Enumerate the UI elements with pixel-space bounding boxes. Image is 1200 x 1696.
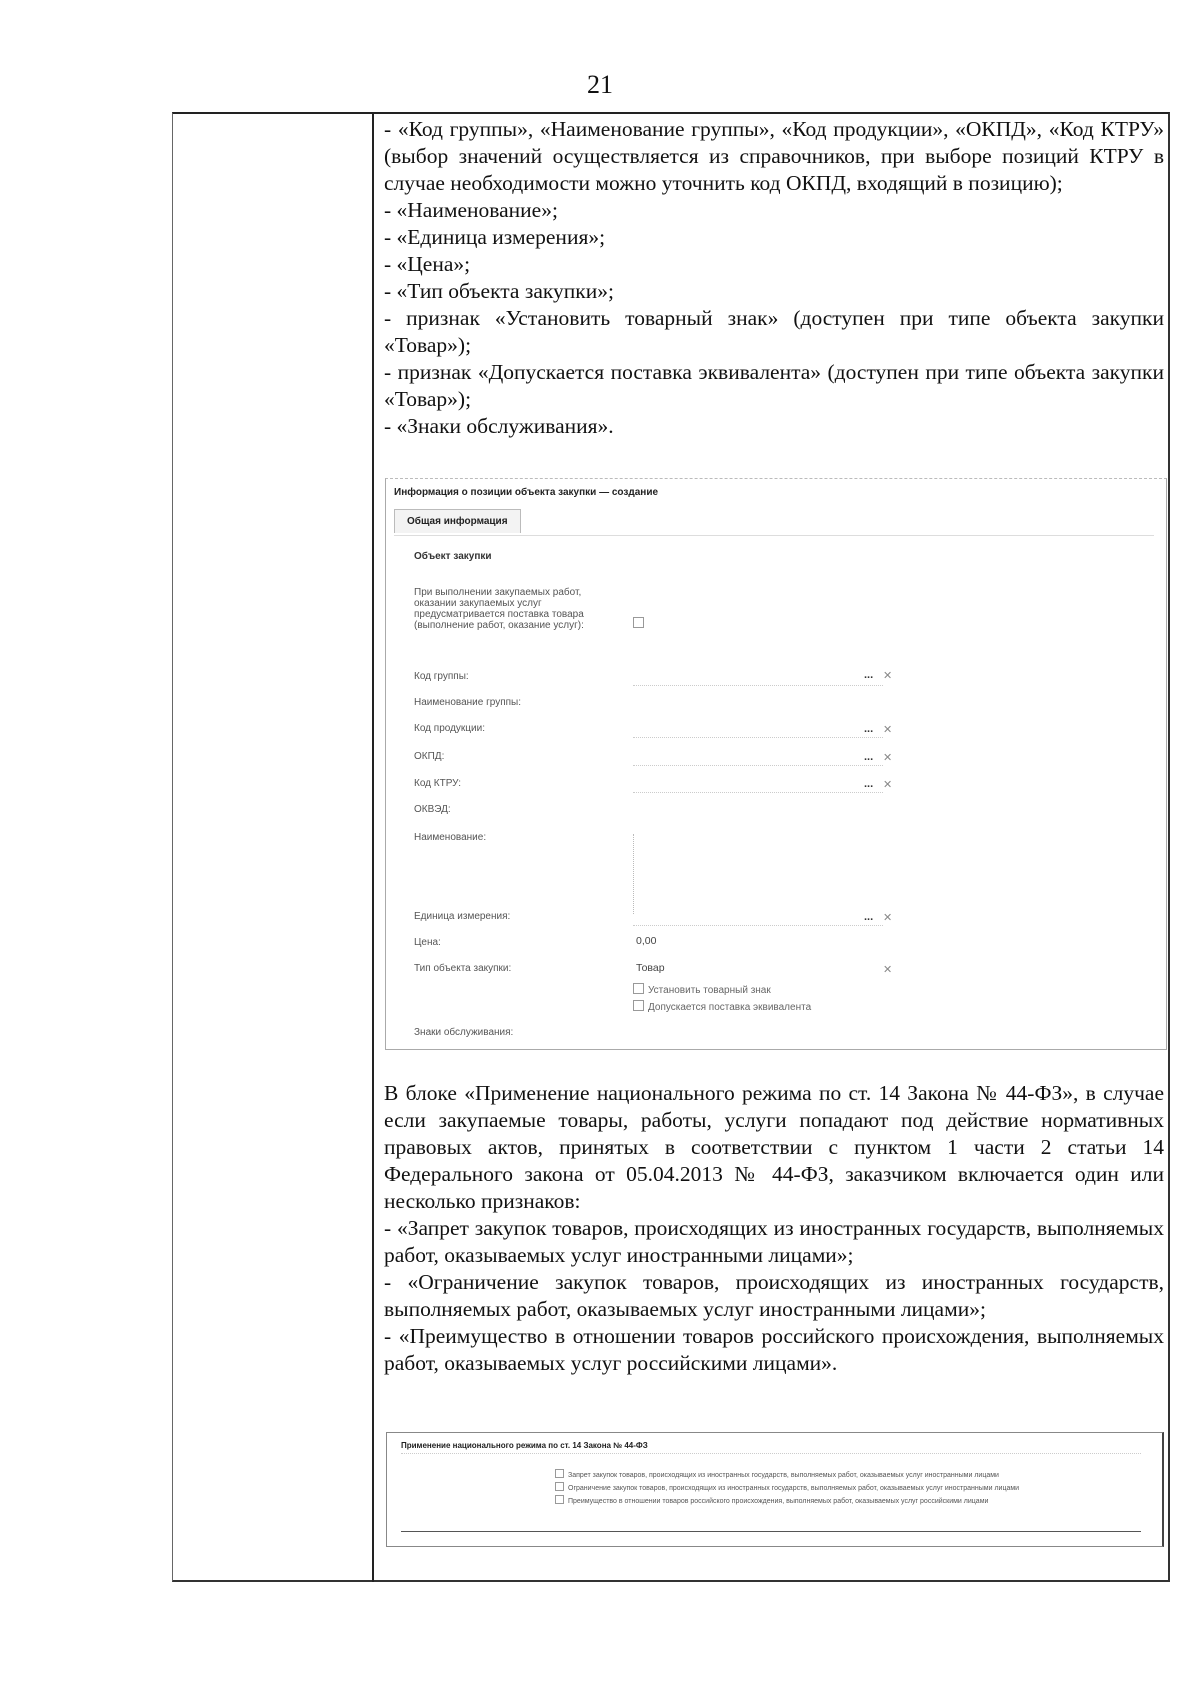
checkbox-box[interactable] (555, 1482, 564, 1491)
option-advantage[interactable] (555, 1495, 988, 1505)
question-label: При выполнении закупаемых работ, оказании закупаемых услуг предусматривается поставка товара (выполнение работ, оказание услуг): (414, 587, 584, 631)
page-number: 21 (587, 70, 613, 99)
object-type-label: Тип объекта закупки: (414, 963, 512, 974)
column-divider (372, 112, 374, 1582)
paragraph-service-marks: - «Знаки обслуживания». (384, 414, 614, 438)
tab-general-info[interactable]: Общая информация (394, 509, 521, 533)
option-ban-label: Запрет закупок товаров, происходящих из иностранных государств, выполняемых работ, оказываемых услуг иностранными лицами (568, 1472, 999, 1479)
ktru-code-label: Код КТРУ: (414, 778, 462, 789)
object-type-clear-icon[interactable]: ✕ (883, 964, 893, 976)
service-marks-label: Знаки обслуживания: (414, 1027, 514, 1038)
name-label: Наименование: (414, 832, 487, 843)
okpd-picker[interactable]: ... (864, 751, 874, 763)
checkbox-box[interactable] (633, 1000, 644, 1011)
trademark-checkbox[interactable] (633, 983, 771, 996)
object-type-select[interactable]: Товар (636, 962, 665, 974)
list-item-unit: - «Единица измерения»; (384, 225, 606, 249)
product-code-label: Код продукции: (414, 723, 485, 734)
option-ban[interactable] (555, 1469, 999, 1479)
okved-label: ОКВЭД: (414, 804, 451, 815)
ktru-code-input[interactable] (633, 774, 883, 793)
group-code-label: Код группы: (414, 671, 469, 682)
screenshot-position-form (385, 478, 1167, 1050)
list-item-restriction: - «Ограничение закупок товаров, происходящих из иностранных государств, выполняемых работ, оказываемых услуг иностранными лицами»; (384, 1270, 1164, 1321)
product-code-input[interactable] (633, 719, 883, 738)
group-code-picker[interactable]: ... (864, 669, 874, 681)
paragraph-national-regime: В блоке «Применение национального режима по ст. 14 Закона № 44-ФЗ», в случае если закупаемые товары, работы, услуги попадают под действие нормативных правовых актов, принятых в соответствии с пунктом 1 части 2 статьи 14 Федерального закона от 05.04.2013 № 44-ФЗ, заказчиком включается один или несколько признаков: (384, 1081, 1164, 1213)
unit-clear-icon[interactable]: ✕ (883, 912, 893, 924)
list-item-object-type: - «Тип объекта закупки»; (384, 279, 614, 303)
group-code-input[interactable] (633, 667, 883, 686)
product-code-clear-icon[interactable]: ✕ (883, 724, 893, 736)
checkbox-box[interactable] (555, 1469, 564, 1478)
price-label: Цена: (414, 937, 441, 948)
ktru-code-picker[interactable]: ... (864, 778, 874, 790)
ktru-code-clear-icon[interactable]: ✕ (883, 779, 893, 791)
unit-picker[interactable]: ... (864, 911, 874, 923)
section-title: Объект закупки (414, 551, 492, 562)
option-restriction-label: Ограничение закупок товаров, происходящих из иностранных государств, выполняемых работ, оказываемых услуг иностранными лицами (568, 1485, 1020, 1492)
question-checkbox[interactable] (633, 617, 648, 630)
unit-input[interactable] (633, 907, 883, 926)
list-item-advantage: - «Преимущество в отношении товаров российского происхождения, выполняемых работ, оказываемых услуг российскими лицами». (384, 1324, 1164, 1375)
list-item-ban: - «Запрет закупок товаров, происходящих из иностранных государств, выполняемых работ, оказываемых услуг иностранными лицами»; (384, 1216, 1164, 1267)
national-regime-text (384, 1080, 1164, 1377)
divider (401, 1453, 1141, 1454)
group-name-label: Наименование группы: (414, 697, 521, 708)
product-code-picker[interactable]: ... (864, 723, 874, 735)
tab-bar (394, 509, 1154, 536)
okpd-clear-icon[interactable]: ✕ (883, 752, 893, 764)
name-textarea[interactable] (633, 834, 1024, 914)
okpd-label: ОКПД: (414, 751, 445, 762)
national-regime-title[interactable]: Применение национального режима по ст. 14 Закона № 44-ФЗ (401, 1441, 648, 1450)
okpd-input[interactable] (633, 747, 883, 766)
screenshot-national-regime (386, 1432, 1164, 1547)
equivalent-checkbox-label: Допускается поставка эквивалента (648, 1002, 812, 1013)
list-item-price: - «Цена»; (384, 252, 471, 276)
checkbox-box[interactable] (555, 1495, 564, 1504)
option-advantage-label: Преимущество в отношении товаров российского происхождения, выполняемых работ, оказываемых услуг российскими лицами (568, 1498, 989, 1505)
unit-label: Единица измерения: (414, 911, 511, 922)
paragraph-equivalent: - признак «Допускается поставка эквивалента» (доступен при типе объекта закупки «Товар»); (384, 360, 1164, 411)
group-code-clear-icon[interactable]: ✕ (883, 670, 893, 682)
list-item-name: - «Наименование»; (384, 198, 558, 222)
right-column-content (384, 116, 1164, 440)
price-input[interactable]: 0,00 (636, 935, 657, 947)
window-title: Информация о позиции объекта закупки — создание (394, 487, 659, 498)
paragraph-codes: - «Код группы», «Наименование группы», «Код продукции», «ОКПД», «Код КТРУ» (выбор значений осуществляется из справочников, при выборе позиций КТРУ в случае необходимости можно уточнить код ОКПД, входящий в позицию); (384, 117, 1164, 195)
trademark-checkbox-label: Установить товарный знак (648, 985, 771, 996)
option-restriction[interactable] (555, 1482, 1019, 1492)
checkbox-box[interactable] (633, 983, 644, 994)
equivalent-checkbox[interactable] (633, 1000, 811, 1013)
paragraph-trademark: - признак «Установить товарный знак» (доступен при типе объекта закупки «Товар»); (384, 306, 1164, 357)
divider (401, 1531, 1141, 1532)
